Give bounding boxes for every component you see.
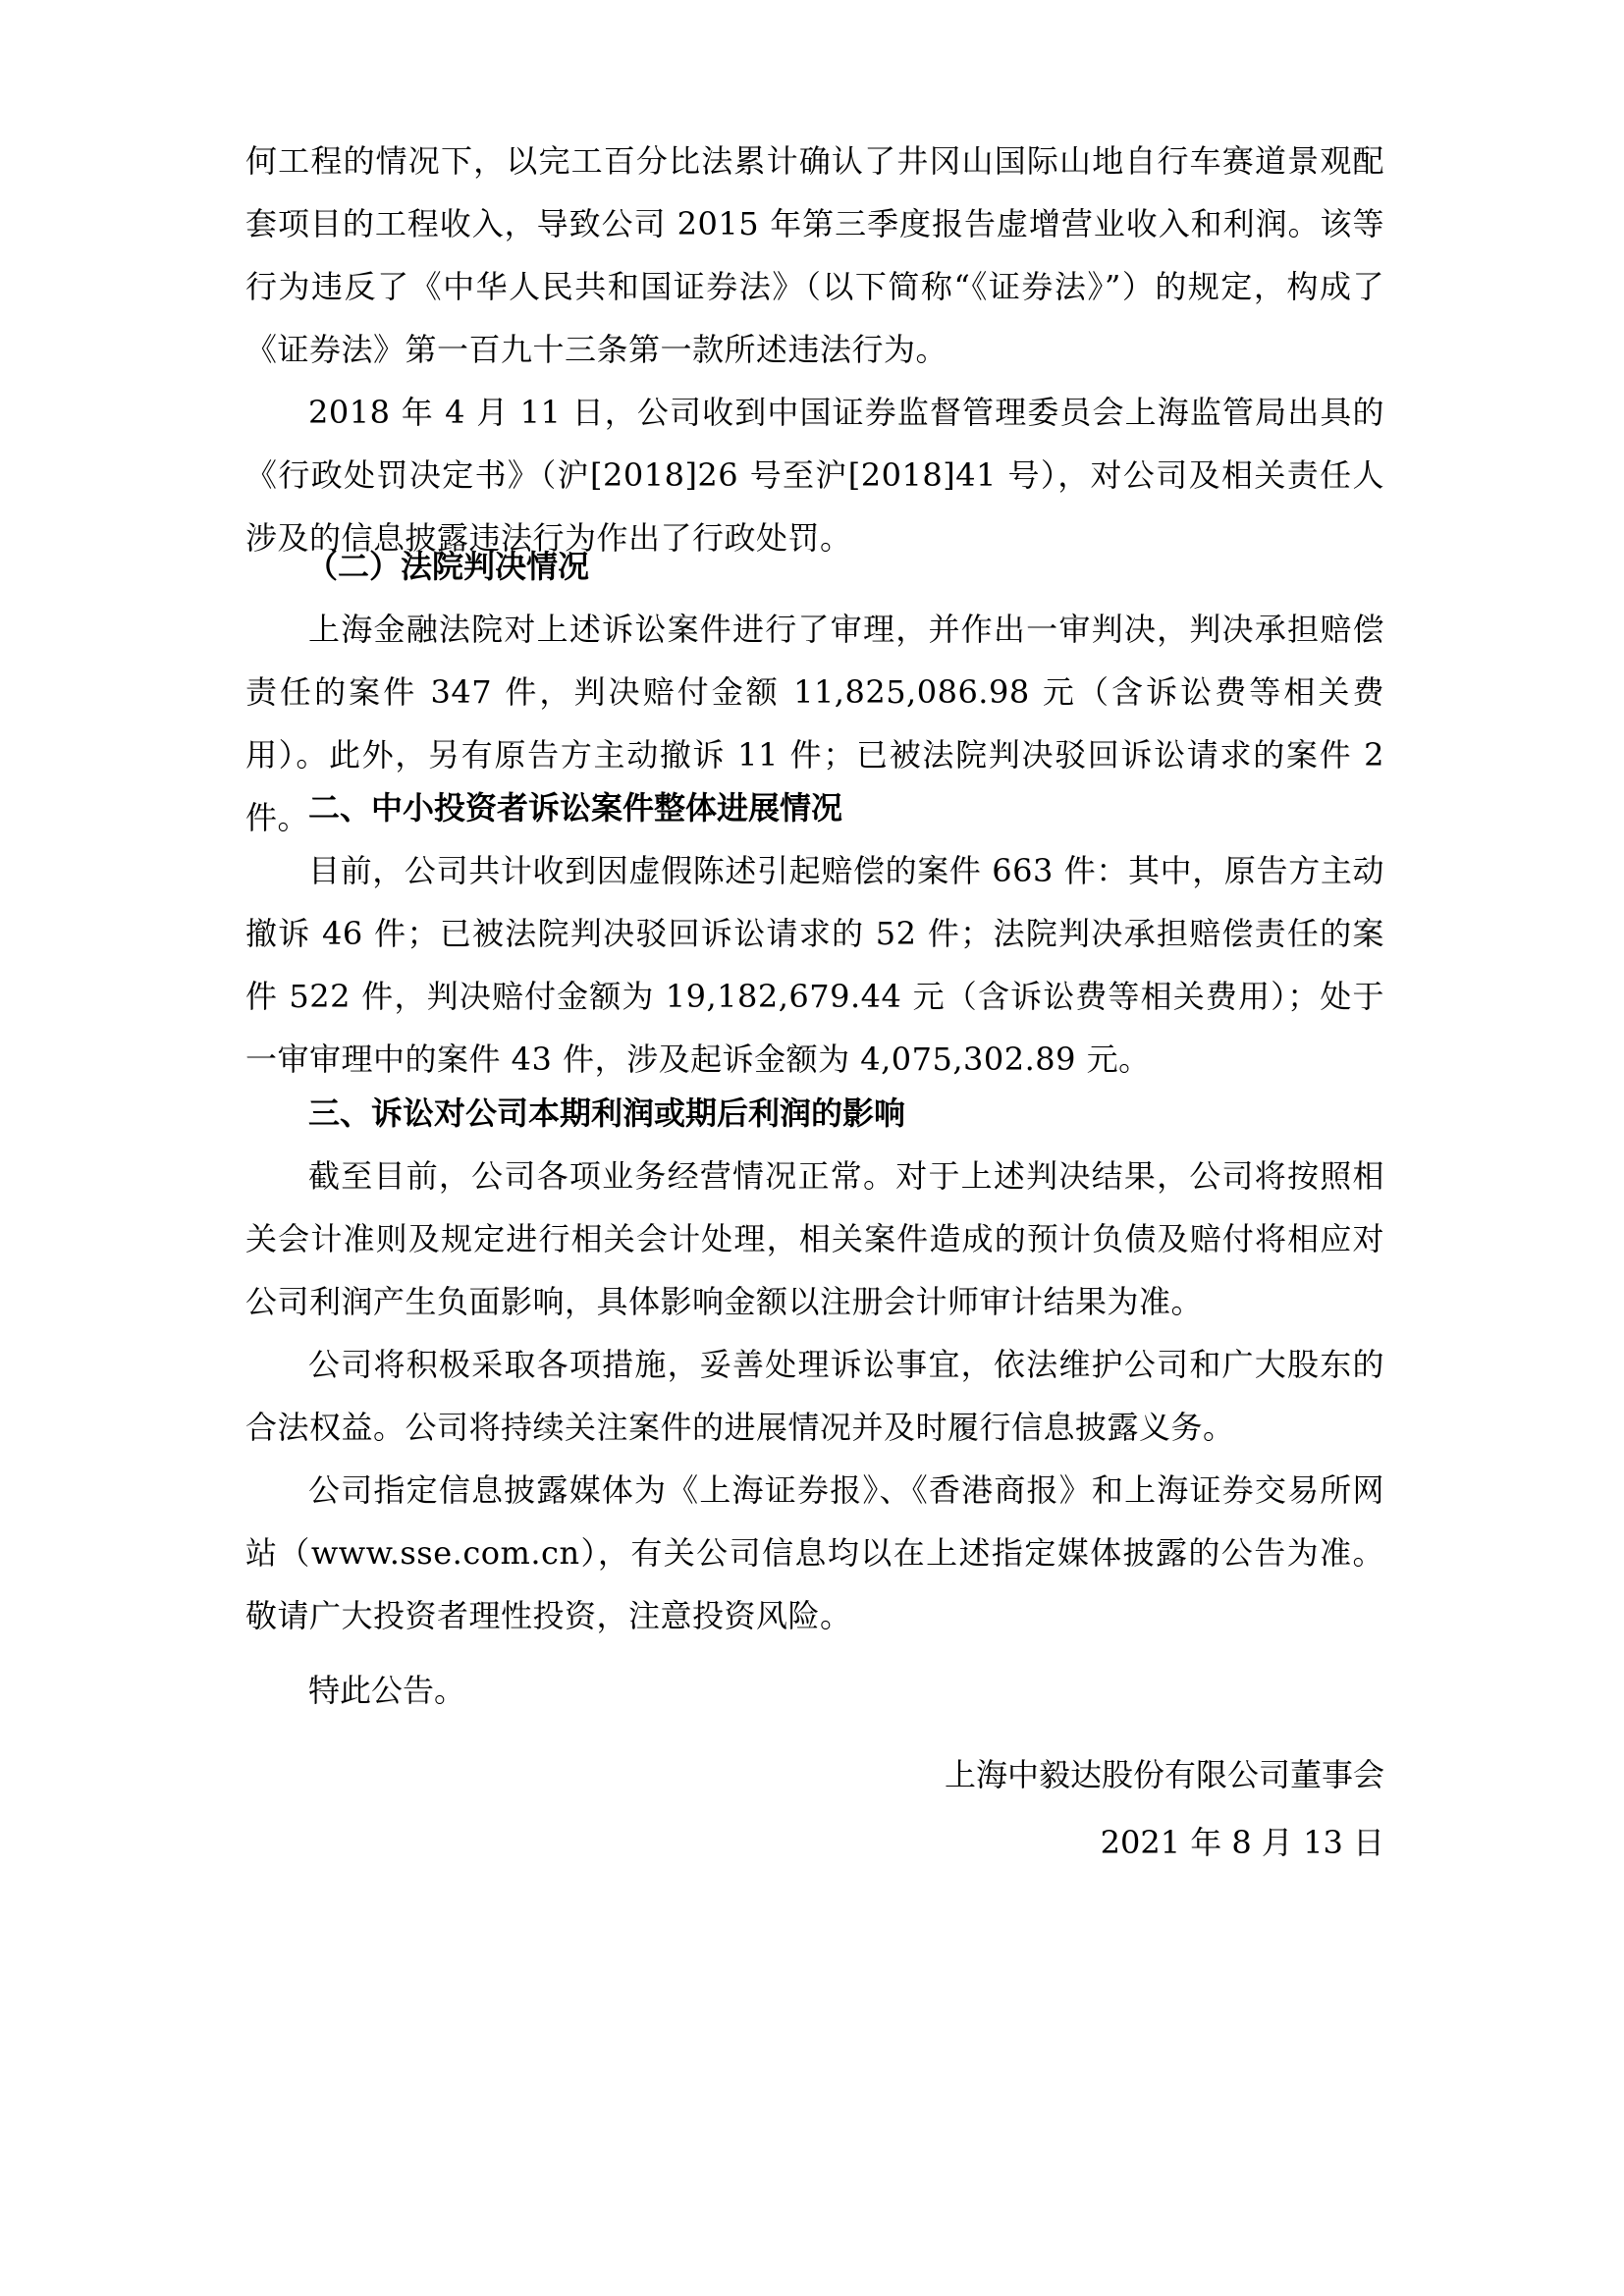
paragraph-court-judgment: 上海金融法院对上述诉讼案件进行了审理，并作出一审判决，判决承担赔偿责任的案件 347 件，判决赔付金额 11,825,086.98 元（含诉讼费等相关费用）。此外，另有原告方主动撤诉 11 件；已被法院判决驳回诉讼请求的案件 2 件。	[245, 611, 1384, 836]
paragraph-continued: 何工程的情况下，以完工百分比法累计确认了井冈山国际山地自行车赛道景观配套项目的工程收入，导致公司 2015 年第三季度报告虚增营业收入和利润。该等行为违反了《中华人民共和国证券法》（以下简称“《证券法》”）的规定，构成了《证券法》第一百九十三条第一款所述违法行为。	[245, 142, 1384, 368]
closing-statement: 特此公告。	[308, 1672, 466, 1709]
section-heading-profit-impact: 三、诉讼对公司本期利润或期后利润的影响	[308, 1095, 906, 1132]
paragraph-profit-impact: 截至目前，公司各项业务经营情况正常。对于上述判决结果，公司将按照相关会计准则及规定进行相关会计处理，相关案件造成的预计负债及赔付将相应对公司利润产生负面影响，具体影响金额以注册会计师审计结果为准。	[245, 1157, 1384, 1320]
paragraph-penalty: 2018 年 4 月 11 日，公司收到中国证券监督管理委员会上海监管局出具的《行政处罚决定书》（沪[2018]26 号至沪[2018]41 号），对公司及相关责任人涉及的信息披露违法行为作出了行政处罚。	[245, 394, 1384, 557]
paragraph-disclosure-media: 公司指定信息披露媒体为《上海证券报》、《香港商报》和上海证券交易所网站（www.sse.com.cn），有关公司信息均以在上述指定媒体披露的公告为准。敬请广大投资者理性投资，注意投资风险。	[245, 1471, 1384, 1634]
paragraph-case-progress: 目前，公司共计收到因虚假陈述引起赔偿的案件 663 件：其中，原告方主动撤诉 46 件；已被法院判决驳回诉讼请求的 52 件；法院判决承担赔偿责任的案件 522 件，判决赔付金额为 19,182,679.44 元（含诉讼费等相关费用）；处于一审审理中的案件 43 件，涉及起诉金额为 4,075,302.89 元。	[245, 852, 1384, 1078]
section-heading-case-progress: 二、中小投资者诉讼案件整体进展情况	[308, 789, 843, 827]
signature-date: 2021 年 8 月 13 日	[1100, 1824, 1384, 1861]
section-heading-court-judgment: （二）法院判决情况	[306, 548, 590, 585]
paragraph-measures: 公司将积极采取各项措施，妥善处理诉讼事宜，依法维护公司和广大股东的合法权益。公司将持续关注案件的进展情况并及时履行信息披露义务。	[245, 1346, 1384, 1446]
signature-company: 上海中毅达股份有限公司董事会	[944, 1756, 1384, 1793]
